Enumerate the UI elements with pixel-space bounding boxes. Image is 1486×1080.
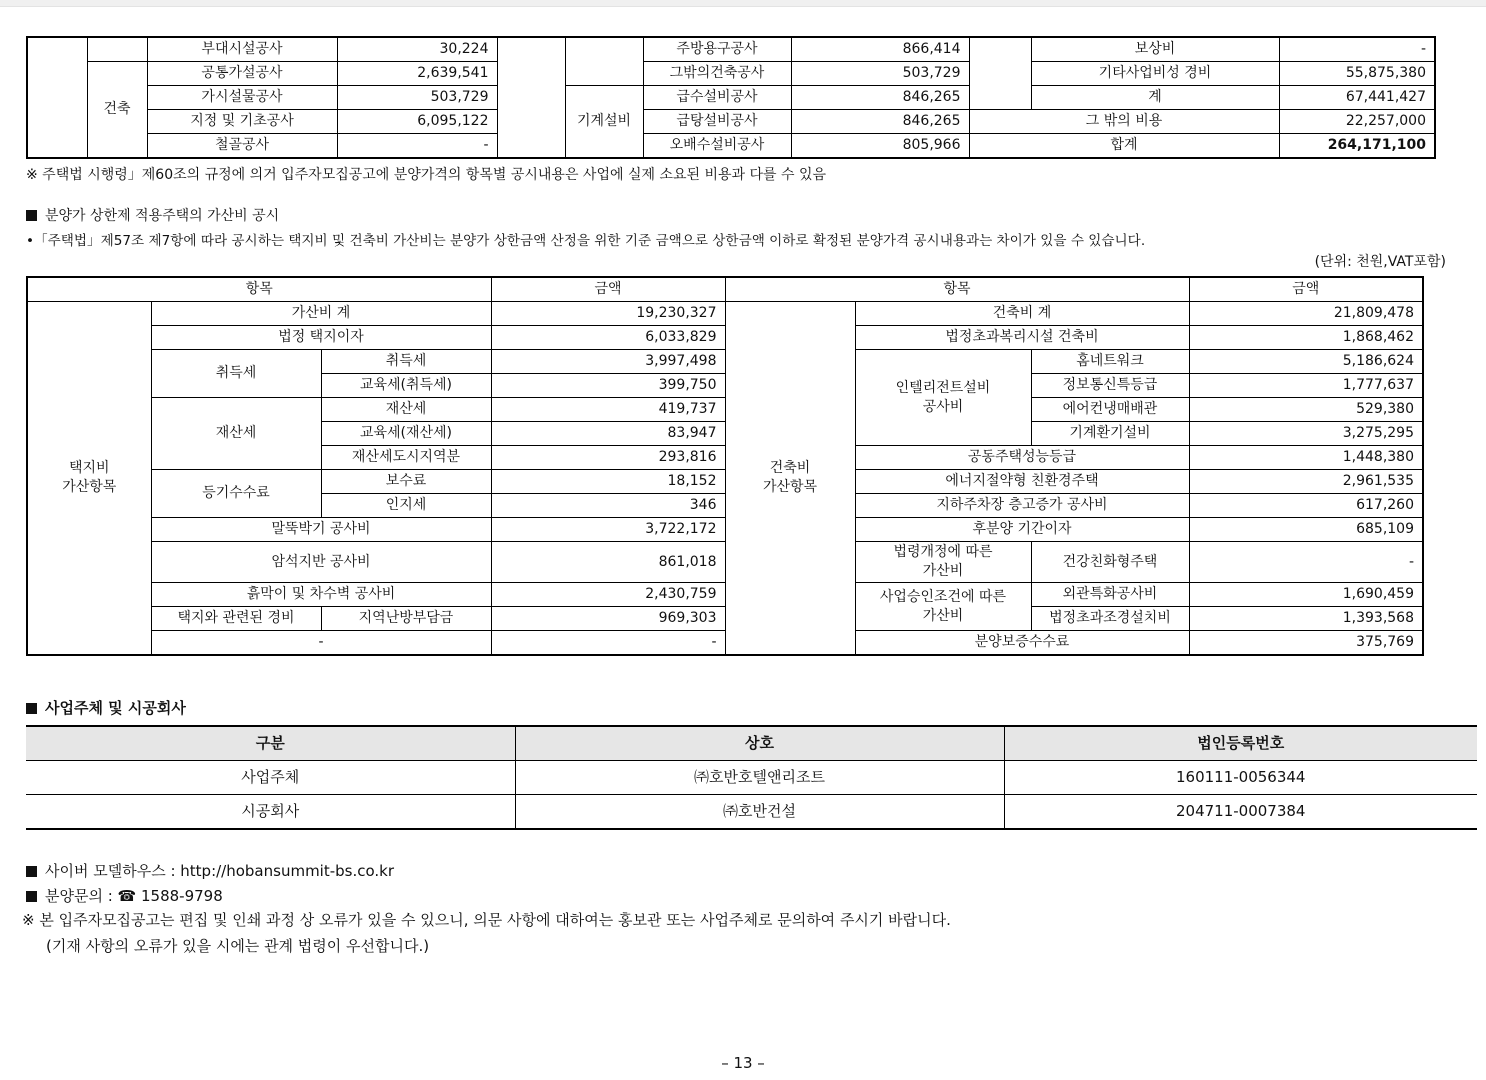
table-cell: 취득세 <box>151 350 321 398</box>
table-cell: 보상비 <box>1031 37 1279 62</box>
group-label-mechanical: 기계설비 <box>565 86 643 159</box>
square-bullet-icon <box>26 210 37 221</box>
table-cell: 취득세 <box>321 350 491 374</box>
table-cell: 지하주차장 층고증가 공사비 <box>855 494 1189 518</box>
table-cell: ㈜호반건설 <box>515 795 1004 830</box>
land-group-label: 택지비 가산항목 <box>27 302 151 656</box>
table-cell: 법정초과조경설치비 <box>1031 607 1189 631</box>
table-cell: 19,230,327 <box>491 302 725 326</box>
table-cell: 969,303 <box>491 607 725 631</box>
table-cell: 419,737 <box>491 398 725 422</box>
table-cell: 805,966 <box>791 134 969 159</box>
table-cell: 부대시설공사 <box>147 37 337 62</box>
table-cell: 정보통신특등급 <box>1031 374 1189 398</box>
table-cell: 6,033,829 <box>491 326 725 350</box>
extra-cost-table <box>26 276 1424 656</box>
table-cell: 18,152 <box>491 470 725 494</box>
table-cell: 399,750 <box>491 374 725 398</box>
table-cell: 에너지절약형 친환경주택 <box>855 470 1189 494</box>
table-cell: 30,224 <box>337 37 497 62</box>
table-cell: 급수설비공사 <box>643 86 791 110</box>
table-cell: 법정초과복리시설 건축비 <box>855 326 1189 350</box>
table-cell: 3,997,498 <box>491 350 725 374</box>
table-cell: 말뚝박기 공사비 <box>151 518 491 542</box>
table-cell: - <box>1189 542 1423 583</box>
build-group-label: 건축비 가산항목 <box>725 302 855 656</box>
table-cell: 보수료 <box>321 470 491 494</box>
table-cell: 83,947 <box>491 422 725 446</box>
table-cell: 인지세 <box>321 494 491 518</box>
table-cell: 846,265 <box>791 110 969 134</box>
table-cell: 1,393,568 <box>1189 607 1423 631</box>
table-cell: 293,816 <box>491 446 725 470</box>
table-cell: 법령개정에 따른 가산비 <box>855 542 1031 583</box>
table-cell: 가시설물공사 <box>147 86 337 110</box>
table-cell: 주방용구공사 <box>643 37 791 62</box>
table-cell: 택지와 관련된 경비 <box>151 607 321 631</box>
table-cell: 재산세도시지역분 <box>321 446 491 470</box>
table-cell: 철골공사 <box>147 134 337 159</box>
table-cell: 가산비 계 <box>151 302 491 326</box>
note-housing-act: ※ 주택법 시행령」제60조의 규정에 의거 입주자모집공고에 분양가격의 항목별 공시내용은 사업에 실제 소요된 비용과 다를 수 있음 <box>26 167 827 183</box>
table-cell: 5,186,624 <box>1189 350 1423 374</box>
table-cell: 685,109 <box>1189 518 1423 542</box>
table-cell <box>969 37 1031 110</box>
table-cell: - <box>337 134 497 159</box>
table-cell: 공동주택성능등급 <box>855 446 1189 470</box>
table-cell: 1,777,637 <box>1189 374 1423 398</box>
table-cell <box>27 37 87 158</box>
column-header: 상호 <box>515 726 1004 761</box>
header-item: 항목 <box>27 277 491 302</box>
table-cell: 503,729 <box>337 86 497 110</box>
table-cell: 사업승인조건에 따른 가산비 <box>855 583 1031 631</box>
table-cell: 교육세(재산세) <box>321 422 491 446</box>
table-cell: 529,380 <box>1189 398 1423 422</box>
table-cell: 건축비 계 <box>855 302 1189 326</box>
cyber-text: 사이버 모델하우스 : http://hobansummit-bs.co.kr <box>45 862 395 880</box>
construction-cost-table <box>26 36 1436 159</box>
section-title-company <box>26 697 186 718</box>
table-cell: 외관특화공사비 <box>1031 583 1189 607</box>
table-cell: 6,095,122 <box>337 110 497 134</box>
table-cell: 1,448,380 <box>1189 446 1423 470</box>
square-bullet-icon <box>26 703 37 714</box>
table-cell: 오배수설비공사 <box>643 134 791 159</box>
table-cell: 계 <box>1031 86 1279 110</box>
table-cell: 55,875,380 <box>1279 62 1435 86</box>
table-cell: 503,729 <box>791 62 969 86</box>
table-cell: 에어컨냉매배관 <box>1031 398 1189 422</box>
table-cell: 2,639,541 <box>337 62 497 86</box>
table-cell: 공통가설공사 <box>147 62 337 86</box>
section-title-extra-cost <box>26 205 279 225</box>
table-cell: 375,769 <box>1189 631 1423 656</box>
table-cell: 지정 및 기초공사 <box>147 110 337 134</box>
total-value: 264,171,100 <box>1279 134 1435 159</box>
table-cell: 인텔리전트설비 공사비 <box>855 350 1031 446</box>
table-cell: 분양보증수수료 <box>855 631 1189 656</box>
table-cell: 등기수수료 <box>151 470 321 518</box>
footer-note-2: (기재 사항의 오류가 있을 시에는 관계 법령이 우선합니다.) <box>46 937 430 955</box>
footer-note: ※ 본 입주자모집공고는 편집 및 인쇄 과정 상 오류가 있을 수 있으니, 의문 사항에 대하여는 홍보관 또는 사업주체로 문의하여 주시기 바랍니다. <box>22 911 951 929</box>
table-cell: 1,690,459 <box>1189 583 1423 607</box>
header-amount: 금액 <box>491 277 725 302</box>
header-amount: 금액 <box>1189 277 1423 302</box>
table-cell: 시공회사 <box>26 795 515 830</box>
table-row <box>26 795 1477 830</box>
table-cell: 846,265 <box>791 86 969 110</box>
column-header: 법인등록번호 <box>1004 726 1477 761</box>
table-cell: 기타사업비성 경비 <box>1031 62 1279 86</box>
table-cell: 2,430,759 <box>491 583 725 607</box>
table-cell: - <box>491 631 725 656</box>
section-title-text: 사업주체 및 시공회사 <box>45 699 186 717</box>
table-cell: 재산세 <box>321 398 491 422</box>
table-cell: 67,441,427 <box>1279 86 1435 110</box>
company-table <box>26 725 1477 830</box>
table-row <box>26 761 1477 795</box>
table-cell: 건강친화형주택 <box>1031 542 1189 583</box>
table-cell: 861,018 <box>491 542 725 583</box>
table-cell: 2,961,535 <box>1189 470 1423 494</box>
column-header: 구분 <box>26 726 515 761</box>
table-cell: 지역난방부담금 <box>321 607 491 631</box>
table-cell: 1,868,462 <box>1189 326 1423 350</box>
table-cell <box>565 37 643 86</box>
table-cell: 346 <box>491 494 725 518</box>
table-cell: 기계환기설비 <box>1031 422 1189 446</box>
table-cell: 사업주체 <box>26 761 515 795</box>
section-description: •「주택법」제57조 제7항에 따라 공시하는 택지비 및 건축비 가산비는 분양가 상한금액 산정을 위한 기준 금액으로 상한금액 이하로 확정된 분양가격 공시내용과는 차이가 있을 수 있습니다. <box>26 233 1146 249</box>
total-label: 합계 <box>969 134 1279 159</box>
sales-inquiry <box>26 885 223 906</box>
table-cell: 법정 택지이자 <box>151 326 491 350</box>
group-label-building: 건축 <box>87 62 147 159</box>
table-cell: 3,275,295 <box>1189 422 1423 446</box>
table-cell <box>87 37 147 62</box>
table-cell: 암석지반 공사비 <box>151 542 491 583</box>
square-bullet-icon <box>26 891 37 902</box>
header-item: 항목 <box>725 277 1189 302</box>
table-cell: 22,257,000 <box>1279 110 1435 134</box>
table-cell: 그밖의건축공사 <box>643 62 791 86</box>
table-cell: 재산세 <box>151 398 321 470</box>
section-title-text: 분양가 상한제 적용주택의 가산비 공시 <box>45 208 280 224</box>
page-number: – 13 – <box>721 1054 765 1072</box>
table-cell: 급탕설비공사 <box>643 110 791 134</box>
table-cell: 후분양 기간이자 <box>855 518 1189 542</box>
top-border <box>0 0 1486 7</box>
square-bullet-icon <box>26 866 37 877</box>
unit-label: (단위: 천원,VAT포함) <box>1314 254 1446 270</box>
table-cell: 교육세(취득세) <box>321 374 491 398</box>
table-cell: 204711-0007384 <box>1004 795 1477 830</box>
inquiry-text: 분양문의 : ☎ 1588-9798 <box>45 887 223 905</box>
table-cell: 617,260 <box>1189 494 1423 518</box>
table-cell <box>497 37 565 158</box>
table-cell: 홈네트워크 <box>1031 350 1189 374</box>
table-cell: 흙막이 및 차수벽 공사비 <box>151 583 491 607</box>
table-cell: - <box>1279 37 1435 62</box>
cyber-model-house <box>26 860 394 881</box>
table-cell: ㈜호반호텔앤리조트 <box>515 761 1004 795</box>
table-cell: 866,414 <box>791 37 969 62</box>
table-cell: 21,809,478 <box>1189 302 1423 326</box>
table-cell: 3,722,172 <box>491 518 725 542</box>
table-cell: 그 밖의 비용 <box>969 110 1279 134</box>
table-cell: 160111-0056344 <box>1004 761 1477 795</box>
table-cell: - <box>151 631 491 656</box>
